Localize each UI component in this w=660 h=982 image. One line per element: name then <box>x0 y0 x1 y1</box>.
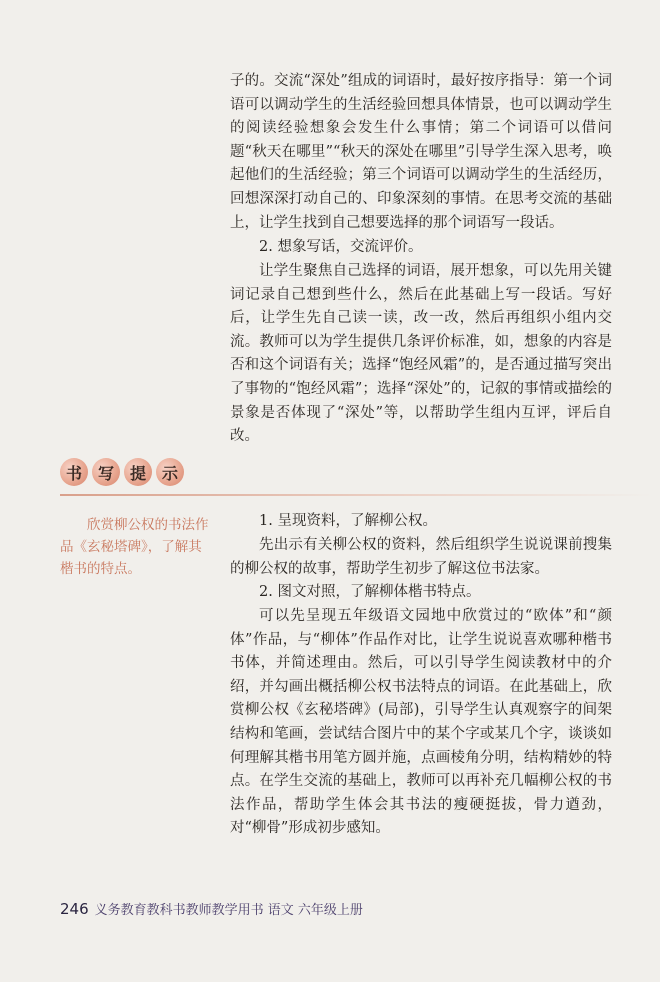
paragraph-liu-gongquan: 先出示有关柳公权的资料，然后组织学生说说课前搜集的柳公权的故事，帮助学生初步了解这位书法家。 <box>230 537 612 577</box>
step-heading-compare: 2. 图文对照，了解柳体楷书特点。 <box>259 584 481 600</box>
paragraph-calligraphy-compare: 可以先呈现五年级语文园地中欣赏过的“欧体”和“颜体”作品，与“柳体”作品作对比，让学生说说喜欢哪种楷书书体，并简述理由。然后，可以引导学生阅读教材中的介绍，并勾画出概括柳公权书法特点的词语。在此基础上，欣赏柳公权《玄秘塔碑》(局部)，引导学生认真观察字的间架结构和笔画，尝试结合图片中的某个字或某几个字，谈谈如何理解其楷书用笔方圆并施，点画棱角分明，结构精妙的特点。在学生交流的基础上，教师可以再补充几幅柳公权的书法作品，帮助学生体会其书法的瘦硬挺拔，骨力遒劲，对“柳骨”形成初步感知。 <box>230 608 612 837</box>
paragraph-imagine-writing: 让学生聚焦自己选择的词语，展开想象，可以先用关键词记录自己想到些什么，然后在此基础上写一段话。写好后，让学生先自己读一读，改一改，然后再组织小组内交流。教师可以为学生提供几条评价标准，如，想象的内容是否和这个词语有关；选择“饱经风霜”的，是否通过描写突出了事物的“饱经风霜”；选择“深处”的，记叙的事情或描绘的景象是否体现了“深处”等，以帮助学生组内互评，评后自改。 <box>230 263 612 445</box>
section-divider <box>60 494 652 496</box>
step-heading-present: 1. 呈现资料，了解柳公权。 <box>259 513 437 529</box>
tip-char-4: 示 <box>156 458 184 486</box>
margin-note: 欣赏柳公权的书法作品《玄秘塔碑》，了解其楷书的特点。 <box>60 517 209 577</box>
page-number: 246 <box>60 900 89 918</box>
tip-char-1: 书 <box>60 458 88 486</box>
tip-char-3: 提 <box>124 458 152 486</box>
writing-tips-header <box>60 458 184 486</box>
paragraph-deep-words: 子的。交流“深处”组成的词语时，最好按序指导：第一个词语可以调动学生的生活经验回想具体情景，也可以调动学生的阅读经验想象会发生什么事情；第二个词语可以借问题“秋天在哪里”“秋天的深处在哪里”引导学生深入思考，唤起他们的生活经验；第三个词语可以调动学生的生活经历，回想深深打动自己的、印象深刻的事情。在思考交流的基础上，让学生找到自己想要选择的那个词语写一段话。 <box>230 73 612 231</box>
tip-char-2: 写 <box>92 458 120 486</box>
book-title: 义务教育教科书教师教学用书 语文 六年级上册 <box>94 903 363 918</box>
page-footer <box>60 899 363 918</box>
step-heading-imagine: 2. 想象写话，交流评价。 <box>259 239 423 255</box>
